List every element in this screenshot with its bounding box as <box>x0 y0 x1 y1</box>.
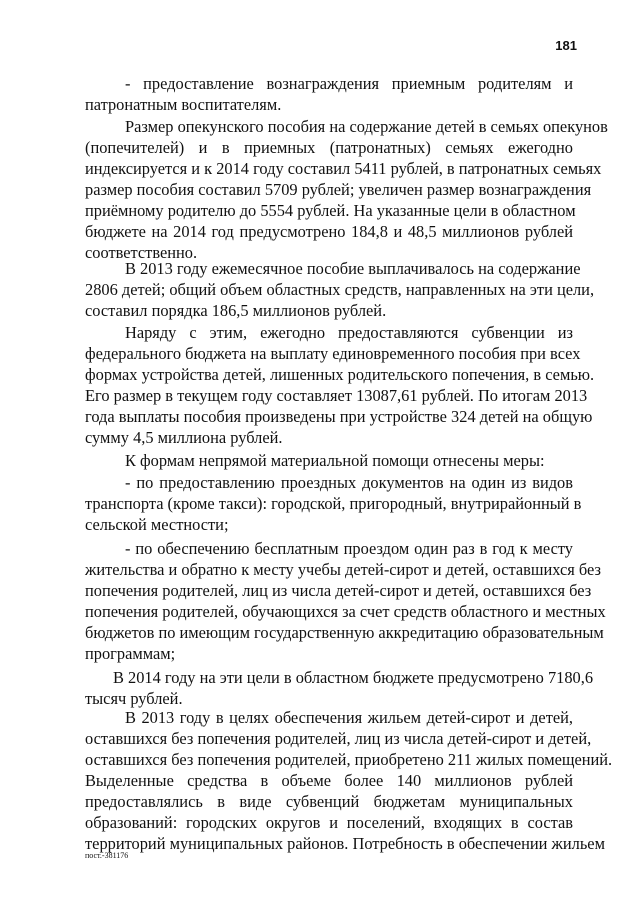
text-line: федерального бюджета на выплату единовременного пособия при всех <box>85 344 581 363</box>
text-line: 2806 детей; общий объем областных средств, направленных на эти цели, <box>85 280 595 299</box>
text-line: жительства и обратно к месту учебы детей-сирот и детей, оставшихся без <box>85 560 602 579</box>
text-line: (попечителей) и в приемных (патронатных) семьях ежегодно <box>85 138 573 157</box>
text-line: бюджете на 2014 год предусмотрено 184,8 и 48,5 миллионов рублей <box>85 222 573 241</box>
paragraph <box>85 538 606 664</box>
text-line: бюджетов по имеющим государственную аккредитацию образовательным <box>85 623 604 642</box>
text-line: - по предоставлению проездных документов на один из видов <box>125 473 573 492</box>
text-line: оставшихся без попечения родителей, приобретено 211 жилых помещений. <box>85 750 613 769</box>
text-line: - по обеспечению бесплатным проездом один раз в год к месту <box>125 539 573 558</box>
text-line: Его размер в текущем году составляет 13087,61 рублей. По итогам 2013 <box>85 386 588 405</box>
paragraph <box>85 258 595 321</box>
paragraph <box>85 707 613 854</box>
paragraph <box>85 472 582 535</box>
text-line: года выплаты пособия произведены при устройстве 324 детей на общую <box>85 407 593 426</box>
text-line: тысяч рублей. <box>85 689 183 708</box>
paragraph <box>85 116 608 263</box>
text-line: оставшихся без попечения родителей, лиц из числа детей-сирот и детей, <box>85 729 592 748</box>
text-line: соответственно. <box>85 243 198 262</box>
text-line: Выделенные средства в объеме более 140 миллионов рублей <box>85 771 573 790</box>
text-line: программам; <box>85 644 176 663</box>
text-line: предоставлялись в виде субвенций бюджетам муниципальных <box>85 792 573 811</box>
text-line: транспорта (кроме такси): городской, пригородный, внутрирайонный в <box>85 494 582 513</box>
text-line: формах устройства детей, лишенных родительского попечения, в семью. <box>85 365 595 384</box>
text-line: Наряду с этим, ежегодно предоставляются субвенции из <box>125 323 573 342</box>
text-line: Размер опекунского пособия на содержание детей в семьях опекунов <box>125 117 608 136</box>
paragraph <box>85 73 573 115</box>
paragraph <box>85 322 595 448</box>
text-line: - предоставление вознаграждения приемным родителям и <box>125 74 573 93</box>
text-line: образований: городских округов и поселений, входящих в состав <box>85 813 573 832</box>
text-line: В 2014 году на эти цели в областном бюджете предусмотрено 7180,6 <box>113 668 594 687</box>
text-line: попечения родителей, лиц из числа детей-сирот и детей, оставшихся без <box>85 581 592 600</box>
footer-code: пост.-381176 <box>85 851 129 860</box>
paragraph <box>85 667 594 709</box>
text-line: приёмному родителю до 5554 рублей. На указанные цели в областном <box>85 201 576 220</box>
text-line: К формам непрямой материальной помощи отнесены меры: <box>125 451 545 470</box>
text-line: В 2013 году ежемесячное пособие выплачивалось на содержание <box>125 259 581 278</box>
text-line: размер пособия составил 5709 рублей; увеличен размер вознаграждения <box>85 180 592 199</box>
paragraph <box>85 450 573 471</box>
text-line: попечения родителей, обучающихся за счет средств областного и местных <box>85 602 606 621</box>
text-line: В 2013 году в целях обеспечения жильем детей-сирот и детей, <box>125 708 573 727</box>
text-line: сельской местности; <box>85 515 229 534</box>
text-line: патронатным воспитателям. <box>85 95 282 114</box>
text-line: сумму 4,5 миллиона рублей. <box>85 428 283 447</box>
page-number: 181 <box>555 38 577 53</box>
text-line: территорий муниципальных районов. Потребность в обеспечении жильем <box>85 834 605 853</box>
text-line: индексируется и к 2014 году составил 5411 рублей, в патронатных семьях <box>85 159 602 178</box>
text-line: составил порядка 186,5 миллионов рублей. <box>85 301 387 320</box>
